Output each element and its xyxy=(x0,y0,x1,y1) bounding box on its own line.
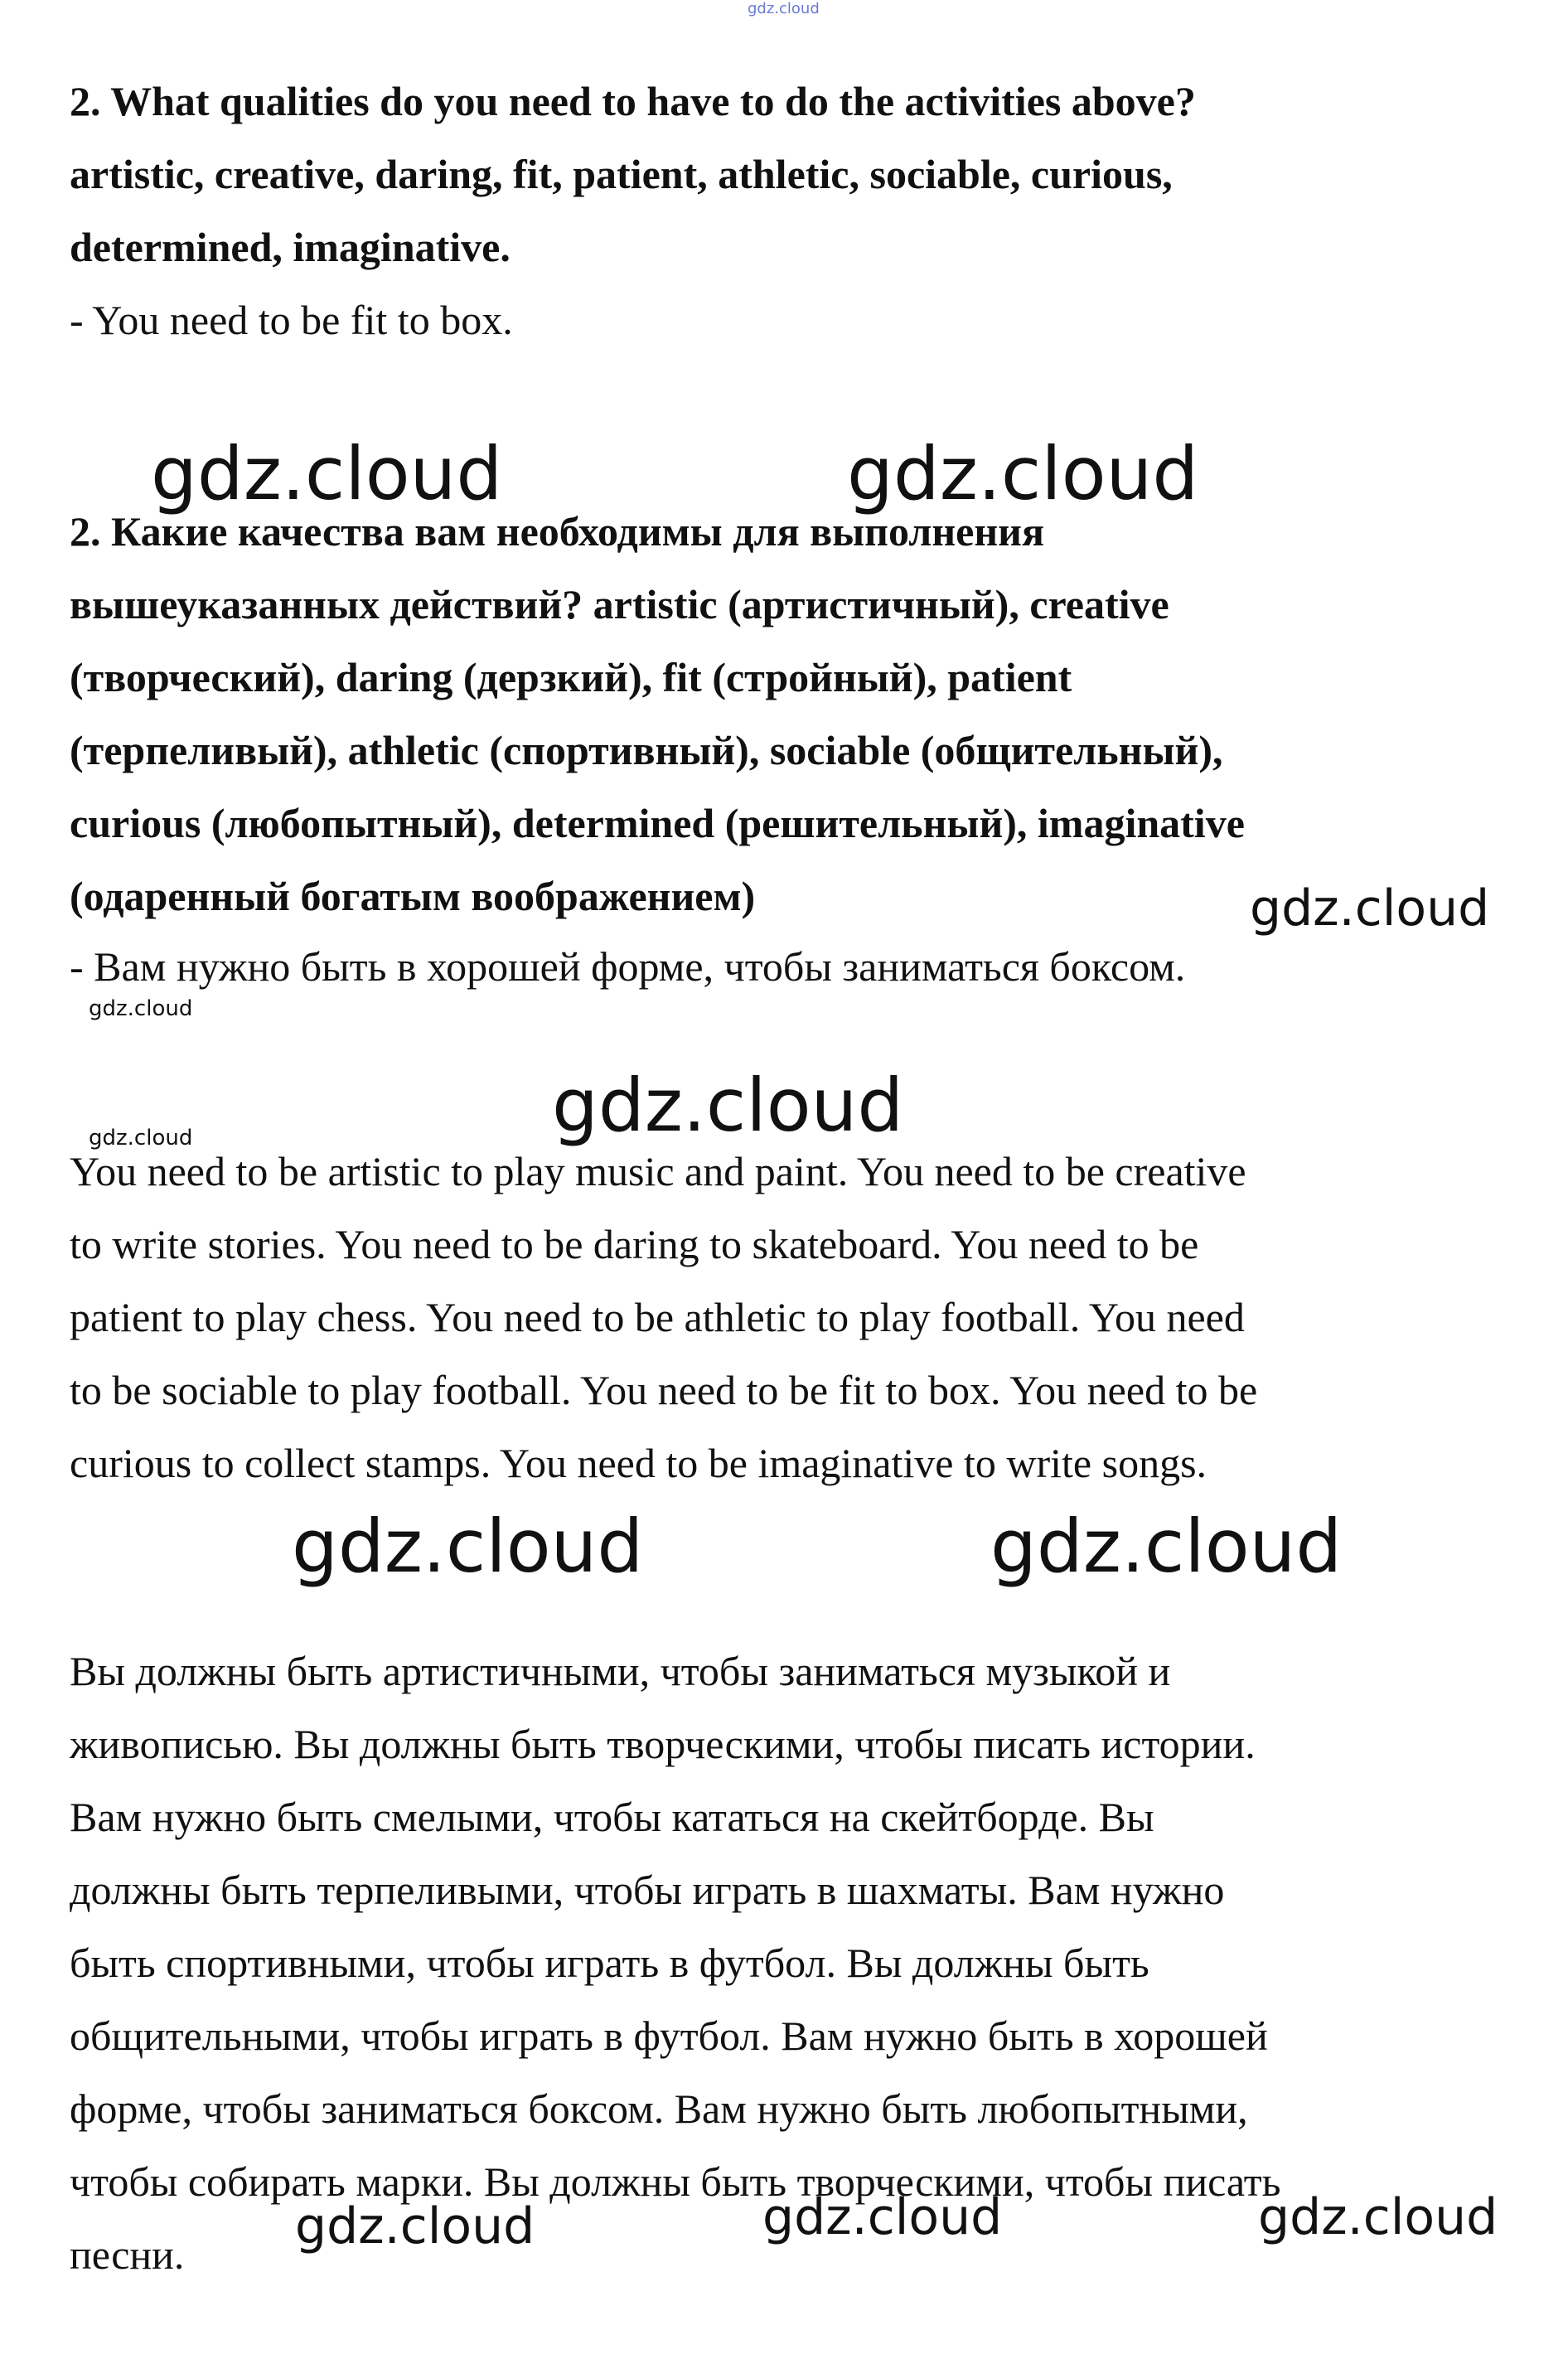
answer-en xyxy=(70,1135,1478,1499)
answer-ru-line: Вам нужно быть смелыми, чтобы кататься на скейтборде. Вы xyxy=(70,1794,1154,1840)
question-ru-line: (одаренный богатым воображением) xyxy=(70,873,756,919)
answer-ru-line: песни. xyxy=(70,2231,185,2278)
watermark-text: gdz.cloud xyxy=(151,431,503,516)
watermark-text: gdz.cloud xyxy=(1250,879,1490,937)
question-ru-line: вышеуказанных действий? artistic (артистичный), creative xyxy=(70,581,1169,627)
answer-ru-example xyxy=(70,930,1478,1003)
question-en-line: determined, imaginative. xyxy=(70,224,511,270)
watermark-text: gdz.cloud xyxy=(295,2197,535,2255)
question-ru-line: curious (любопытный), determined (решительный), imaginative xyxy=(70,800,1245,846)
answer-ru-line: форме, чтобы заниматься боксом. Вам нужно быть любопытными, xyxy=(70,2085,1248,2132)
answer-en-line: to write stories. You need to be daring to skateboard. You need to be xyxy=(70,1221,1199,1267)
answer-ru-line: быть спортивными, чтобы играть в футбол. Вы должны быть xyxy=(70,1940,1149,1986)
answer-en-example-text: - You need to be fit to box. xyxy=(70,297,513,343)
watermark-small: gdz.cloud xyxy=(89,1126,193,1150)
watermark-text: gdz.cloud xyxy=(762,2188,1003,2246)
answer-en-line: patient to play chess. You need to be athletic to play football. You need xyxy=(70,1294,1245,1340)
answer-en-line: to be sociable to play football. You need to be fit to box. You need to be xyxy=(70,1367,1258,1413)
watermark-text: gdz.cloud xyxy=(990,1504,1343,1589)
answer-ru-example-text: - Вам нужно быть в хорошей форме, чтобы заниматься боксом. xyxy=(70,943,1186,990)
question-en-line: artistic, creative, daring, fit, patient, athletic, sociable, curious, xyxy=(70,151,1173,197)
question-ru-line: (творческий), daring (дерзкий), fit (стройный), patient xyxy=(70,654,1072,700)
answer-ru-line: общительными, чтобы играть в футбол. Вам нужно быть в хорошей xyxy=(70,2013,1268,2059)
question-en-line: 2. What qualities do you need to have to do the activities above? xyxy=(70,78,1196,124)
answer-en-line: You need to be artistic to play music and paint. You need to be creative xyxy=(70,1148,1246,1194)
answer-ru-line: Вы должны быть артистичными, чтобы заниматься музыкой и xyxy=(70,1648,1171,1694)
answer-en-line: curious to collect stamps. You need to be imaginative to write songs. xyxy=(70,1440,1207,1486)
watermark-top: gdz.cloud xyxy=(748,0,820,17)
watermark-text: gdz.cloud xyxy=(292,1504,644,1589)
question-ru-line: (терпеливый), athletic (спортивный), sociable (общительный), xyxy=(70,727,1223,773)
answer-ru-line: живописью. Вы должны быть творческими, чтобы писать истории. xyxy=(70,1721,1256,1767)
question-ru xyxy=(70,495,1478,932)
answer-en-example xyxy=(70,283,1478,356)
watermark-text: gdz.cloud xyxy=(1258,2188,1498,2246)
question-en xyxy=(70,65,1478,283)
watermark-small: gdz.cloud xyxy=(89,996,193,1021)
watermark-text: gdz.cloud xyxy=(847,431,1199,516)
watermark-text: gdz.cloud xyxy=(552,1063,904,1148)
question-ru-line: 2. Какие качества вам необходимы для выполнения xyxy=(70,508,1045,555)
answer-ru-line: должны быть терпеливыми, чтобы играть в шахматы. Вам нужно xyxy=(70,1867,1225,1913)
answer-ru-line: чтобы собирать марки. Вы должны быть творческими, чтобы писать xyxy=(70,2158,1281,2205)
